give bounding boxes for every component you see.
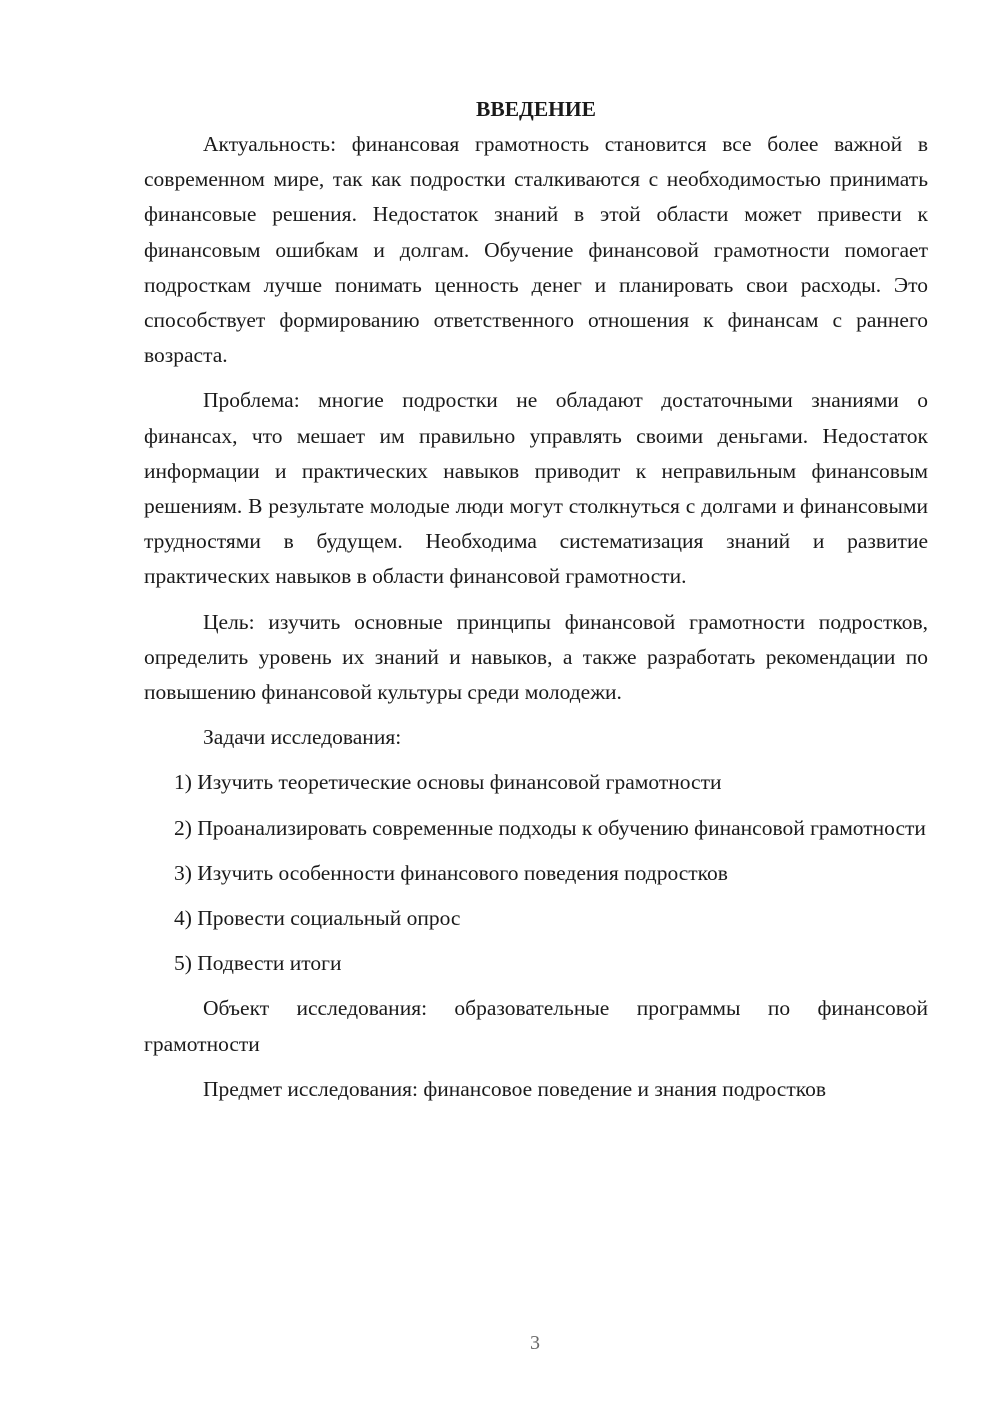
paragraph-problem: Проблема: многие подростки не обладают достаточными знаниями о финансах, что мешает им правильно управлять своими деньгами. Недостаток информации и практических навыков приводит к неправильным финансовым решениям. В результате молодые люди могут столкнуться с долгами и финансовыми трудностями в будущем. Необходима систематизация знаний и развитие практических навыков в области финансовой грамотности. [144, 388, 928, 589]
list-item: 5) Подвести итоги [174, 951, 342, 976]
paragraph-object: Объект исследования: образовательные программы по финансовой грамотности [144, 996, 928, 1056]
list-item: 1) Изучить теоретические основы финансовой грамотности [174, 770, 722, 795]
tasks-title: Задачи исследования: [203, 725, 402, 750]
list-item: 3) Изучить особенности финансового поведения подростков [174, 860, 728, 885]
list-item: 4) Провести социальный опрос [174, 906, 461, 931]
paragraph-goal: Цель: изучить основные принципы финансовой грамотности подростков, определить уровень их знаний и навыков, а также разработать рекомендации по повышению финансовой культуры среди молодежи. [144, 609, 928, 705]
document-page [144, 92, 928, 1117]
paragraph-relevance: Актуальность: финансовая грамотность становится все более важной в современном мире, так как подростки сталкиваются с необходимостью принимать финансовые решения. Недостаток знаний в этой области может привести к финансовым ошибкам и долгам. Обучение финансовой грамотности помогает подросткам лучше понимать ценность денег и планировать свои расходы. Это способствует формированию ответственного отношения к финансам с раннего возраста. [144, 132, 928, 368]
list-item: 2) Проанализировать современные подходы к обучению финансовой грамотности [174, 815, 926, 840]
paragraph-subject: Предмет исследования: финансовое поведение и знания подростков [203, 1076, 826, 1101]
page-number: 3 [530, 1332, 540, 1354]
page-title: ВВЕДЕНИЕ [476, 97, 596, 121]
tasks-list [144, 765, 928, 981]
